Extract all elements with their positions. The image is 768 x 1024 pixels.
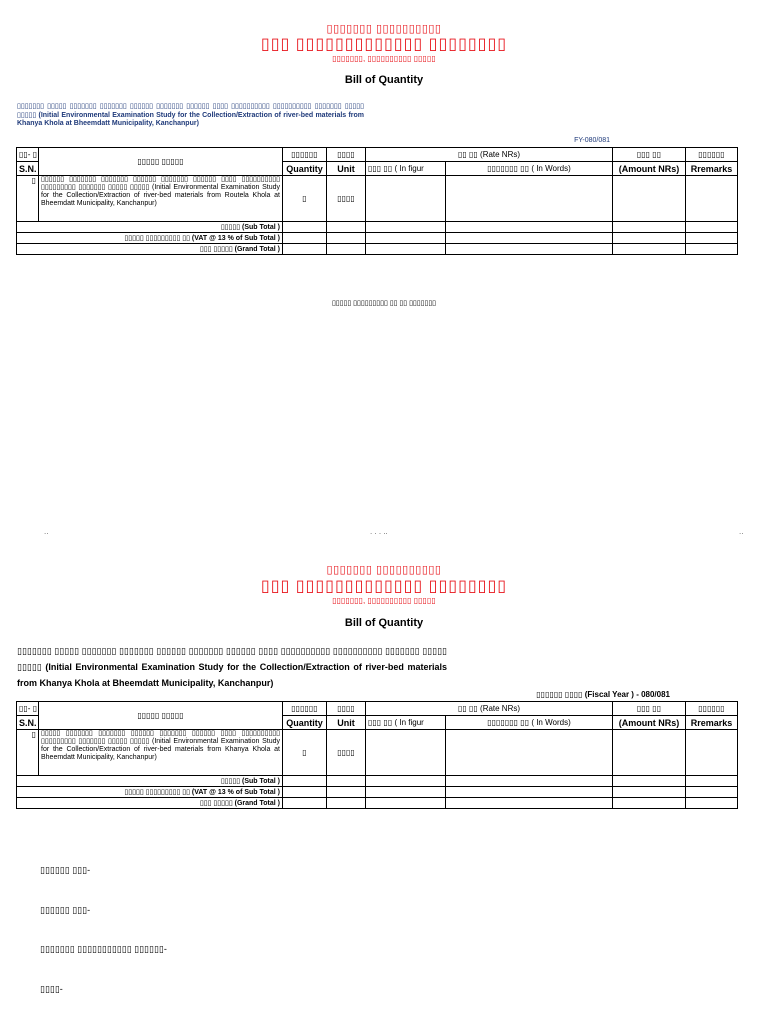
grand-total-cell xyxy=(686,798,738,809)
item-description-np: ▯▯▯▯▯ ▯▯▯▯▯▯▯ ▯▯▯▯▯▯▯ ▯▯▯▯▯▯ ▯▯▯▯▯▯▯ ▯▯▯▯▯▯ ▯▯▯▯ ▯▯▯▯▯▯▯▯▯▯ ▯▯▯▯▯▯▯▯▯ ▯▯▯▯▯▯▯ ▯▯▯▯▯ ▯▯▯▯▯ xyxy=(41,730,280,745)
header-rate-figure: ▯▯▯ ▯▯ ( In figur xyxy=(366,716,446,730)
subtotal-label: ▯▯▯▯▯ (Sub Total ) xyxy=(17,776,283,787)
item-remarks[interactable] xyxy=(686,176,738,222)
grand-total-amount[interactable] xyxy=(613,798,686,809)
item-remarks[interactable] xyxy=(686,730,738,776)
item-rate-words[interactable] xyxy=(446,730,613,776)
header-rate-words: ▯▯▯▯▯▯▯ ▯▯ ( In Words) xyxy=(446,716,613,730)
item-rate-words[interactable] xyxy=(446,176,613,222)
header-qty: Quantity xyxy=(283,716,327,730)
org-name-line2: ▯▯▯ ▯▯▯▯▯▯▯▯▯▯▯▯▯ ▯▯▯▯▯▯▯▯ xyxy=(260,36,508,53)
org-name-line1-p2: ▯▯▯▯▯▯▯ ▯▯▯▯▯▯▯▯▯▯ xyxy=(326,564,442,576)
header-sn-np: ▯▯- ▯ xyxy=(17,148,39,162)
header-remarks: Rremarks xyxy=(686,716,738,730)
page-title-p2: Bill of Quantity xyxy=(344,617,424,629)
org-name-line2-p2: ▯▯▯ ▯▯▯▯▯▯▯▯▯▯▯▯▯ ▯▯▯▯▯▯▯▯ xyxy=(260,578,508,595)
vat-cell xyxy=(283,233,327,244)
subtotal-label: ▯▯▯▯▯ (Sub Total ) xyxy=(17,222,283,233)
header-unit-np: ▯▯▯▯ xyxy=(327,702,366,716)
vat-amount[interactable] xyxy=(613,787,686,798)
subtotal-amount[interactable] xyxy=(613,222,686,233)
vat-label: ▯▯▯▯▯ ▯▯▯▯▯▯▯▯▯ ▯▯ (VAT @ 13 % of Sub Total ) xyxy=(17,233,283,244)
header-remarks: Rremarks xyxy=(686,162,738,176)
boq-table xyxy=(16,147,738,255)
header-qty-np: ▯▯▯▯▯▯ xyxy=(283,702,327,716)
org-address-p2: ▯▯▯▯▯▯▯, ▯▯▯▯▯▯▯▯▯▯ ▯▯▯▯▯ xyxy=(332,596,436,605)
page-mark-right: .. xyxy=(739,527,744,536)
project-description-p2: ▯▯▯▯▯▯▯ ▯▯▯▯▯ ▯▯▯▯▯▯▯ ▯▯▯▯▯▯▯ ▯▯▯▯▯▯ ▯▯▯▯▯▯▯ ▯▯▯▯▯▯ ▯▯▯▯ ▯▯▯▯▯▯▯▯▯▯ ▯▯▯▯▯▯▯▯▯▯ ▯▯▯▯▯▯▯ ▯▯▯▯▯ ▯▯▯▯▯ (Initial Environmental Examination Study for the Collection/Extraction of river-bed materials from Khanya Khola at Bheemdatt Municipality, Kanchanpur) xyxy=(17,646,447,688)
subtotal-cell xyxy=(686,222,738,233)
subtotal-cell xyxy=(446,222,613,233)
subtotal-cell xyxy=(327,776,366,787)
item-sn: ▯ xyxy=(17,176,39,222)
vat-label: ▯▯▯▯▯ ▯▯▯▯▯▯▯▯▯ ▯▯ (VAT @ 13 % of Sub Total ) xyxy=(17,787,283,798)
header-amount-np: ▯▯▯ ▯▯ xyxy=(613,702,686,716)
subtotal-cell xyxy=(686,776,738,787)
item-unit: ▯▯▯▯ xyxy=(327,730,366,776)
subtotal-cell xyxy=(446,776,613,787)
item-unit: ▯▯▯▯ xyxy=(327,176,366,222)
org-address: ▯▯▯▯▯▯▯, ▯▯▯▯▯▯▯▯▯▯ ▯▯▯▯▯ xyxy=(332,54,436,63)
signature-line-2: ▯▯▯▯▯▯ ▯▯▯- xyxy=(40,905,91,915)
header-remarks-np: ▯▯▯▯▯▯ xyxy=(686,702,738,716)
project-description: ▯▯▯▯▯▯▯ ▯▯▯▯▯ ▯▯▯▯▯▯▯ ▯▯▯▯▯▯▯ ▯▯▯▯▯▯ ▯▯▯▯▯▯▯ ▯▯▯▯▯▯ ▯▯▯▯ ▯▯▯▯▯▯▯▯▯▯ ▯▯▯▯▯▯▯▯▯▯ ▯▯▯▯▯▯▯ ▯▯▯▯▯ ▯▯▯▯▯ (Initial Environmental Examination Study for the Collection/Extraction of river-bed materials from Khanya Khola at Bheemdatt Municipality, Kanchanpur) xyxy=(17,103,364,127)
grand-total-cell xyxy=(446,244,613,255)
subtotal-cell xyxy=(366,776,446,787)
item-amount[interactable] xyxy=(613,730,686,776)
subtotal-cell xyxy=(283,776,327,787)
header-unit-np: ▯▯▯▯ xyxy=(327,148,366,162)
signature-line-4: ▯▯▯▯- xyxy=(40,984,63,994)
item-description xyxy=(39,176,283,222)
header-sn: S.N. xyxy=(17,716,39,730)
page-mark-left: .. xyxy=(44,527,49,536)
header-rate: ▯▯ ▯▯ (Rate NRs) xyxy=(366,148,613,162)
grand-total-cell xyxy=(283,798,327,809)
header-unit: Unit xyxy=(327,162,366,176)
fiscal-year: FY-080/081 xyxy=(574,137,610,144)
item-description-np: ▯▯▯▯▯▯ ▯▯▯▯▯▯▯ ▯▯▯▯▯▯▯ ▯▯▯▯▯▯ ▯▯▯▯▯▯▯ ▯▯▯▯▯▯ ▯▯▯▯ ▯▯▯▯▯▯▯▯▯▯ ▯▯▯▯▯▯▯▯▯ ▯▯▯▯▯▯▯ ▯▯▯▯▯ ▯▯▯▯▯ xyxy=(41,176,280,191)
page-title: Bill of Quantity xyxy=(344,74,424,86)
signature-line-1: ▯▯▯▯▯▯ ▯▯▯- xyxy=(40,865,91,875)
vat-cell xyxy=(366,787,446,798)
item-description-en: (Initial Environmental Examination Study for the Collection/Extraction of river-bed materials from Khanya Khola at Bheemdatt Municipality, Kanchanpur) xyxy=(41,738,280,761)
grand-total-cell xyxy=(366,798,446,809)
header-unit: Unit xyxy=(327,716,366,730)
grand-total-cell xyxy=(327,244,366,255)
grand-total-cell xyxy=(366,244,446,255)
vat-amount[interactable] xyxy=(613,233,686,244)
item-rate-figure[interactable] xyxy=(366,730,446,776)
header-rate-words: ▯▯▯▯▯▯▯ ▯▯ ( In Words) xyxy=(446,162,613,176)
grand-total-amount[interactable] xyxy=(613,244,686,255)
header-rate-figure: ▯▯▯ ▯▯ ( In figur xyxy=(366,162,446,176)
item-rate-figure[interactable] xyxy=(366,176,446,222)
header-description: ▯▯▯▯▯ ▯▯▯▯▯ xyxy=(39,148,283,176)
header-amount: (Amount NRs) xyxy=(613,716,686,730)
item-amount[interactable] xyxy=(613,176,686,222)
header-sn: S.N. xyxy=(17,162,39,176)
page-mark-middle: . . . .. xyxy=(370,527,388,536)
vat-cell xyxy=(327,787,366,798)
vat-cell xyxy=(446,787,613,798)
header-sn-np: ▯▯- ▯ xyxy=(17,702,39,716)
subtotal-amount[interactable] xyxy=(613,776,686,787)
grand-total-cell xyxy=(446,798,613,809)
grand-total-cell xyxy=(283,244,327,255)
header-qty: Quantity xyxy=(283,162,327,176)
grand-total-cell xyxy=(327,798,366,809)
header-amount: (Amount NRs) xyxy=(613,162,686,176)
signature-line-3: ▯▯▯▯▯▯▯ ▯▯▯▯▯▯▯▯▯▯▯ ▯▯▯▯▯▯- xyxy=(40,944,167,954)
page-note: ▯▯▯▯▯ ▯▯▯▯▯▯▯▯▯ ▯▯ ▯▯ ▯▯▯▯▯▯▯ xyxy=(331,300,437,307)
header-remarks-np: ▯▯▯▯▯▯ xyxy=(686,148,738,162)
org-name-line1: ▯▯▯▯▯▯▯ ▯▯▯▯▯▯▯▯▯▯ xyxy=(326,23,442,35)
subtotal-cell xyxy=(366,222,446,233)
item-description-en: (Initial Environmental Examination Study for the Collection/Extraction of river-bed materials from Routela Khola at Bheemdatt Municipality, Kanchanpur) xyxy=(41,184,280,207)
vat-cell xyxy=(686,233,738,244)
grand-total-cell xyxy=(686,244,738,255)
grand-total-label: ▯▯▯ ▯▯▯▯▯ (Grand Total ) xyxy=(17,244,283,255)
item-sn: ▯ xyxy=(17,730,39,776)
fiscal-year-p2: ▯▯▯▯▯▯ ▯▯▯▯ (Fiscal Year ) - 080/081 xyxy=(536,690,670,699)
vat-cell xyxy=(446,233,613,244)
item-quantity: ▯ xyxy=(283,176,327,222)
header-qty-np: ▯▯▯▯▯▯ xyxy=(283,148,327,162)
subtotal-cell xyxy=(327,222,366,233)
vat-cell xyxy=(327,233,366,244)
vat-cell xyxy=(366,233,446,244)
vat-cell xyxy=(283,787,327,798)
item-description xyxy=(39,730,283,776)
boq-table-p2 xyxy=(16,701,738,809)
subtotal-cell xyxy=(283,222,327,233)
header-description: ▯▯▯▯▯ ▯▯▯▯▯ xyxy=(39,702,283,730)
header-amount-np: ▯▯▯ ▯▯ xyxy=(613,148,686,162)
item-quantity: ▯ xyxy=(283,730,327,776)
grand-total-label: ▯▯▯ ▯▯▯▯▯ (Grand Total ) xyxy=(17,798,283,809)
header-rate: ▯▯ ▯▯ (Rate NRs) xyxy=(366,702,613,716)
vat-cell xyxy=(686,787,738,798)
